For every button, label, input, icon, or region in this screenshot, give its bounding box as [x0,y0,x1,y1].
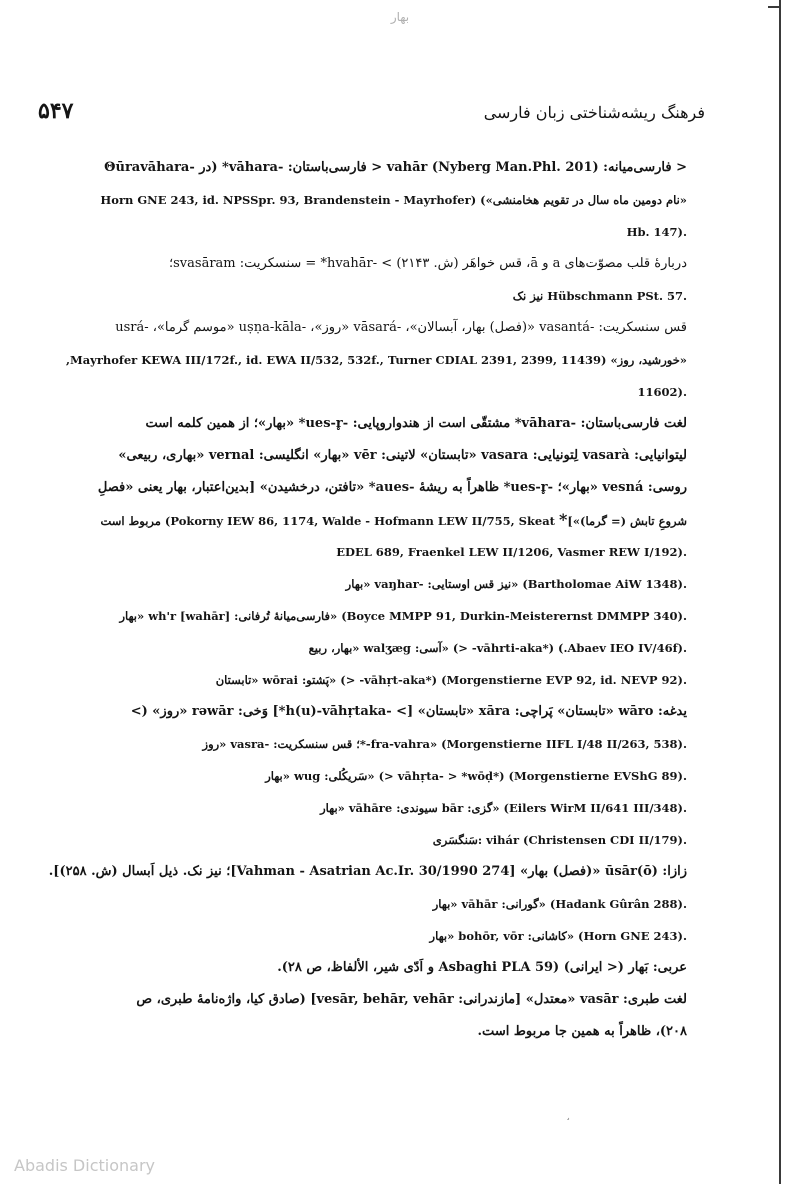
text-line: .(EDEL 689, Fraenkel LEW II/1206, Vasmer REW I/192 [336,545,687,559]
text-line: عربی: بَهار (< ایرانی) (Asbaghi PLA 59 و اَدّی شیر، الألفاظ، ص ۲۸). [277,960,687,975]
text-line: دربارهٔ قلب مصوّت‌های a و ā، قس خواهَر (ش. ۲۱۴۳) > -hvahār* = سنسکریت: svasāram؛ [169,256,687,271]
page-top-label: بهار [390,10,410,24]
text-line: .(Hadank Gûrân 288) «گورانی: vāhār «بهار [432,897,687,911]
text-line: روسی: vesná «بهار»؛ -ues-r̥* ظاهراً به ریشهٔ -aues* «تافتن، درخشیدن» [بدین‌اعتبار، بهار یعنی «فصلِ [97,480,687,495]
text-line: .(Horn GNE 243) «کاشانی: bohōr, vōr «بهار [429,929,687,943]
text-line: لغت فارسی‌باستان: -vāhara* مشتقّی است از هندواروپایی: -ues-r̥* «بهار»؛ از همین کلمه است [145,416,687,431]
site-watermark: Abadis Dictionary [14,1156,155,1175]
scan-edge-tick [768,6,781,8]
text-line: .(11602 [637,385,687,399]
scan-speck: ¸ [566,1111,571,1121]
text-line: قس سنسکریت: -vasantá «(فصل) بهار، آبسالان»، -vāsará «روز»، -uṣṇa-kāla «موسم گرما»، -usrá [115,320,687,335]
text-line: لیتوانیایی: vasarà لِتونیایی: vasara «تابستان» لاتینی: vēr «بهار» انگلیسی: vernal «بهاری، ربیعی» [118,448,687,463]
text-line: .(Abaev IEO IV/46f.) (*vāhrti-aka- <) «آسی: walʒæg «بهار، ربیع [308,641,687,655]
text-line: < فارسی‌میانه: vahār (Nyberg Man.Phl. 201) < فارسی‌باستان: -vāhara* (در -Θūravāhara [104,160,687,175]
text-line: زازا: ūsār(ō) «(فصل) بهار» [Vahman - Asatrian Ac.Ir. 30/1990 274]؛ نیز نک. ذیل اَبسال (ش. ۲۵۸)]. [48,864,687,879]
text-line: ۲۰۸)، ظاهراً به همین جا مربوط است. [477,1024,687,1039]
text-line: «نام دومین ماه سال در تقویم هخامنشی») (Horn GNE 243, id. NPSSpr. 93, Brandenstein - Mayrhofer [100,193,687,207]
text-line: لغت طبری: vasār «معتدل» [مازندرانی: vesār, behār, vehār] (صادق کیا، واژه‌نامهٔ طبری، ص [136,992,687,1007]
text-line: .(Eilers WirM II/641 III/348) «گزی: bār سیوندی: vāhāre «بهار [320,801,687,815]
text-line: .(Morgenstierne EVP 92, id. NEVP 92) (*vāhṛt-aka- <) «پَشتو: wōrai «تابستان [215,673,687,687]
scan-edge-rule [779,0,781,1184]
text-line: .Hübschmann PSt. 57 نیز نک [512,289,687,303]
text-line: یدغه: wāro «تابستان» پَراچی: xāra «تابستان» [> -h(u)-vāhṛtaka*] وَخی: rəwār «روز» (> [130,704,687,719]
inline-citation: Pokorny IEW 86, 1174, Walde - Hofmann LEW II/755, Skeat) مربوط است [100,514,555,528]
text-line: .(Hb. 147 [626,225,687,239]
text-line: .(Morgenstierne IIFL I/48 II/263, 538) «fra-vahra-*؛ قس سنسکریت: -vasra «روز [202,737,687,751]
asterisk-mark: * [559,510,568,529]
text-line [42,504,687,536]
inline-text: شروعِ تابش (= گرما)»] [567,514,687,528]
etymology-entry [42,152,687,1048]
text-line: «خورشید، روز» (Mayrhofer KEWA III/172f., id. EWA II/532, 532f., Turner CDIAL 2391, 2399, 11439, [65,353,687,367]
running-header: فرهنگ ریشه‌شناختی زبان فارسی [483,103,705,122]
text-line: .(Boyce MMPP 91, Durkin-Meisterernst DMMPP 340) «فارسی‌میانهٔ تُرفانی: [wahār] wh'r «بهار [119,609,687,623]
page-number: ۵۴۷ [38,98,74,124]
text-line: .(Morgenstierne EVShG 89) (*vāhṛta- > *wōḍ <) «سَریکُلی: wug «بهار [265,769,687,783]
text-line: .(Bartholomae AiW 1348) «نیز قس اوستایی: -vaŋhar «بهار [345,577,687,591]
text-line: .(Christensen CDI II/179) vihár :سَنگسَری [432,833,687,847]
